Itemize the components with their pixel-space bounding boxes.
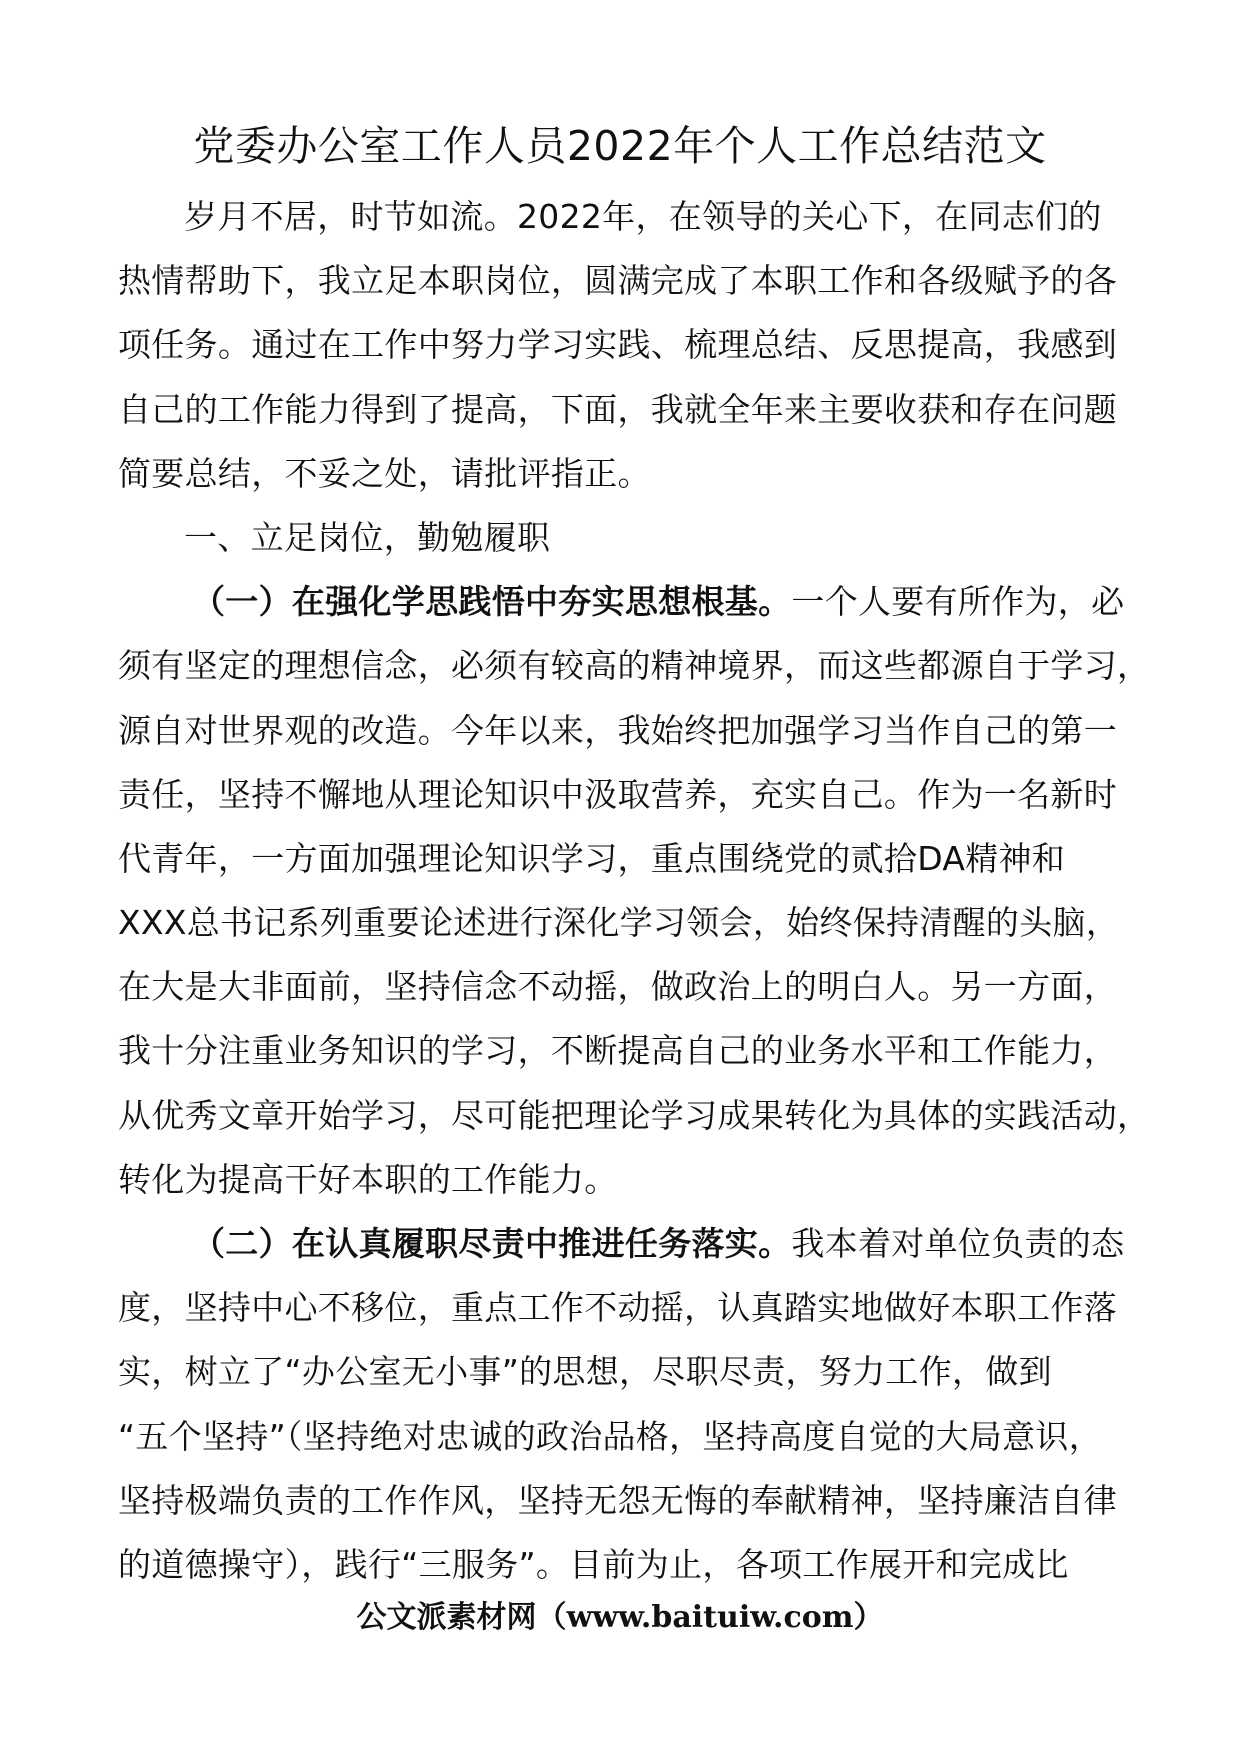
paragraph-line: 须有坚定的理想信念，必须有较高的精神境界，而这些都源自于学习， [118,646,1151,686]
footer-watermark: 公文派素材网（www.baituiw.com） [356,1600,884,1635]
paragraph-line: 我十分注重业务知识的学习，不断提高自己的业务水平和工作能力， [118,1031,1117,1071]
subsection-text: 我本着对单位负责的态 [791,1224,1125,1263]
document-title: 党委办公室工作人员2022年个人工作总结范文 [193,122,1047,170]
paragraph-line: 度，坚持中心不移位，重点工作不动摇，认真踏实地做好本职工作落 [118,1288,1117,1328]
paragraph-line: 从优秀文章开始学习，尽可能把理论学习成果转化为具体的实践活动， [118,1095,1151,1135]
subsection-line [118,570,1138,634]
paragraph-line: 在大是大非面前，坚持信念不动摇，做政治上的明白人。另一方面， [118,967,1117,1007]
paragraph-line: 的道德操守），践行“三服务”。目前为止，各项工作展开和完成比 [118,1544,1069,1584]
paragraph-line: 转化为提高干好本职的工作能力。 [118,1159,618,1199]
document-body [118,185,1151,1597]
paragraph-line: 热情帮助下，我立足本职岗位，圆满完成了本职工作和各级赋予的各 [118,261,1117,301]
paragraph-line: 实，树立了“办公室无小事”的思想，尽职尽责，努力工作，做到 [118,1352,1052,1392]
paragraph-line: XXX总书记系列重要论述进行深化学习领会，始终保持清醒的头脑， [118,903,1120,943]
paragraph-line: 坚持极端负责的工作作风，坚持无怨无悔的奉献精神，坚持廉洁自律 [118,1480,1117,1520]
paragraph-line: 代青年，一方面加强理论知识学习，重点围绕党的贰拾DA精神和 [118,838,1066,878]
paragraph-line: 简要总结，不妥之处，请批评指正。 [118,453,651,493]
paragraph-line: 源自对世界观的改造。今年以来，我始终把加强学习当作自己的第一 [118,710,1117,750]
paragraph-line: 岁月不居，时节如流。2022年，在领导的关心下，在同志们的 [184,197,1102,236]
subsection-heading: （二）在认真履职尽责中推进任务落实。 [192,1224,792,1263]
section-heading: 一、立足岗位，勤勉履职 [184,517,551,557]
subsection-heading: （一）在强化学思践悟中夯实思想根基。 [192,582,792,622]
subsection-text: 一个人要有所作为，必 [791,582,1125,622]
paragraph-line: “五个坚持”（坚持绝对忠诚的政治品格，坚持高度自觉的大局意识， [118,1416,1102,1456]
subsection-line [118,1212,1138,1276]
paragraph-line: 责任，坚持不懈地从理论知识中汲取营养，充实自己。作为一名新时 [118,774,1117,814]
paragraph-line: 自己的工作能力得到了提高，下面，我就全年来主要收获和存在问题 [118,389,1117,429]
paragraph-line: 项任务。通过在工作中努力学习实践、梳理总结、反思提高，我感到 [118,325,1117,365]
